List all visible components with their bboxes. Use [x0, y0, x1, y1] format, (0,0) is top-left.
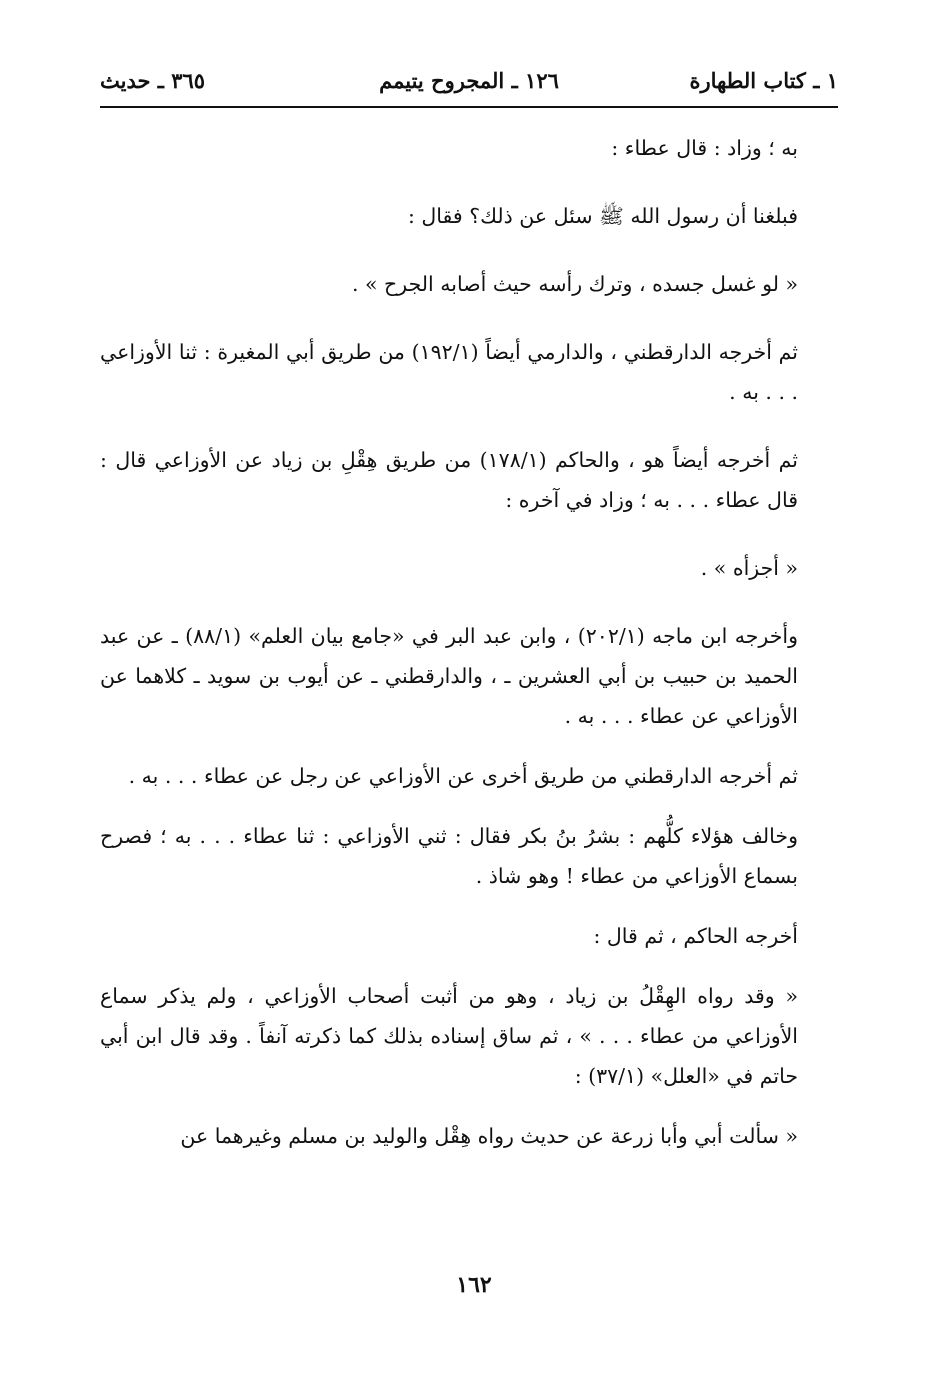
paragraph-2: فبلغنا أن رسول الله ﷺ سئل عن ذلك؟ فقال :	[407, 204, 798, 228]
running-header	[100, 68, 838, 102]
header-hadith-number: ٣٦٥ ـ حديث	[100, 68, 206, 93]
page-number: ١٦٢	[456, 1272, 492, 1298]
paragraph-9: وخالف هؤلاء كلُّهم : بشرُ بنُ بكر فقال : ثني الأوزاعي : ثنا عطاء . . . به ؛ فصرح بسماع الأوزاعي من عطاء ! وهو شاذ .	[100, 824, 798, 888]
paragraph-8: ثم أخرجه الدارقطني من طريق أخرى عن الأوزاعي عن رجل عن عطاء . . . به .	[128, 764, 798, 788]
paragraph-3: « لو غسل جسده ، وترك رأسه حيث أصابه الجرح » .	[351, 272, 798, 296]
header-book-title: ١ ـ كتاب الطهارة	[689, 68, 838, 93]
paragraph-7: وأخرجه ابن ماجه (٢٠٢/١) ، وابن عبد البر في «جامع بيان العلم» (٨٨/١) ـ عن عبد الحميد بن حبيب بن أبي العشرين ـ ، والدارقطني ـ عن أيوب بن سويد ـ كلاهما عن الأوزاعي عن عطاء . . . به .	[100, 624, 798, 728]
paragraph-4: ثم أخرجه الدارقطني ، والدارمي أيضاً (١٩٢/١) من طريق أبي المغيرة : ثنا الأوزاعي . . . به .	[100, 340, 799, 404]
paragraph-1: به ؛ وزاد : قال عطاء :	[611, 136, 798, 160]
paragraph-12: « سألت أبي وأبا زرعة عن حديث رواه هِقْل والوليد بن مسلم وغيرهما عن	[180, 1124, 798, 1148]
paragraph-6: « أجزأه » .	[700, 556, 798, 580]
paragraph-11: « وقد رواه الهِقْلُ بن زياد ، وهو من أثبت أصحاب الأوزاعي ، ولم يذكر سماع الأوزاعي من عطاء . . . » ، ثم ساق إسناده بذلك كما ذكرته آنفاً . وقد قال ابن أبي حاتم في «العلل» (٣٧/١) :	[100, 984, 798, 1088]
paragraph-10: أخرجه الحاكم ، ثم قال :	[593, 924, 798, 948]
header-chapter-title: ١٢٦ ـ المجروح يتيمم	[379, 68, 559, 93]
body-text	[100, 128, 838, 1156]
paragraph-5: ثم أخرجه أيضاً هو ، والحاكم (١٧٨/١) من طريق هِقْلِ بن زياد عن الأوزاعي قال : قال عطاء . . . به ؛ وزاد في آخره :	[100, 448, 798, 512]
header-divider	[100, 106, 838, 108]
